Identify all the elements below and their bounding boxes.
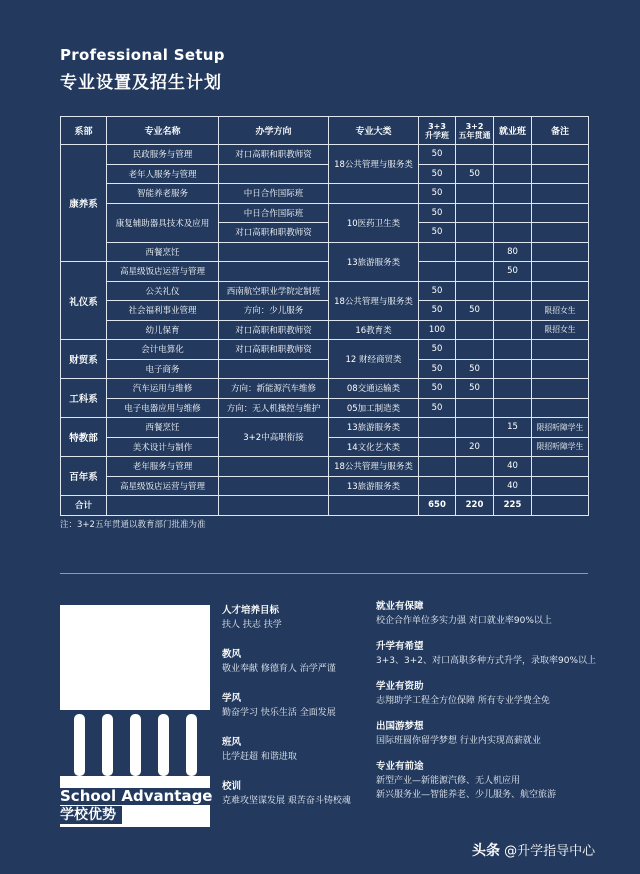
major-cell: 公关礼仪	[107, 281, 219, 301]
major-cell: 老年服务与管理	[107, 457, 219, 477]
c33-cell: 50	[419, 301, 456, 321]
dept-cell: 礼仪系	[61, 262, 107, 340]
direction-cell: 对口高职和职教师资	[219, 223, 329, 243]
category-cell: 13旅游服务类	[329, 476, 419, 496]
direction-cell	[219, 262, 329, 282]
category-cell: 18公共管理与服务类	[329, 145, 419, 184]
c32-cell	[456, 242, 494, 262]
c32-cell: 50	[456, 379, 494, 399]
employ-cell: 50	[494, 262, 532, 282]
direction-cell: 西南航空职业学院定制班	[219, 281, 329, 301]
c33-cell	[419, 437, 456, 457]
advantage-item	[376, 760, 596, 800]
table-row	[61, 164, 589, 184]
employ-cell	[494, 203, 532, 223]
note-cell	[532, 457, 589, 477]
page-title-en: Professional Setup	[60, 46, 225, 64]
note-cell	[532, 164, 589, 184]
c32-cell: 50	[456, 359, 494, 379]
direction-cell	[219, 164, 329, 184]
item-title: 升学有希望	[376, 641, 424, 652]
major-cell: 美术设计与制作	[107, 437, 219, 457]
table-row	[61, 203, 589, 223]
employ-cell	[494, 223, 532, 243]
category-cell: 12 财经商贸类	[329, 340, 419, 379]
item-body: 克难攻坚谋发展 艰苦奋斗铸校魂	[222, 796, 351, 806]
table-row	[61, 184, 589, 204]
employ-cell	[494, 340, 532, 360]
employ-cell	[494, 184, 532, 204]
table-row	[61, 242, 589, 262]
header-category: 专业大类	[329, 117, 419, 145]
table-row	[61, 340, 589, 360]
note-cell	[532, 184, 589, 204]
major-cell: 汽车运用与维修	[107, 379, 219, 399]
employ-cell	[494, 164, 532, 184]
c33-cell: 50	[419, 203, 456, 223]
note-cell: 限招听障学生	[532, 437, 589, 457]
item-body: 勤奋学习 快乐生活 全面发展	[222, 708, 336, 718]
note-cell	[532, 476, 589, 496]
category-cell: 16教育类	[329, 320, 419, 340]
direction-cell: 3+2中高职衔接	[219, 418, 329, 457]
major-cell: 电子商务	[107, 359, 219, 379]
note-cell	[532, 203, 589, 223]
employ-cell	[494, 437, 532, 457]
note-cell	[532, 359, 589, 379]
direction-cell: 中日合作国际班	[219, 184, 329, 204]
c33-cell: 50	[419, 359, 456, 379]
pillars-icon	[60, 710, 210, 776]
item-title: 专业有前途	[376, 761, 424, 772]
total-label: 合计	[61, 496, 107, 516]
c33-cell: 50	[419, 379, 456, 399]
header-note: 备注	[532, 117, 589, 145]
direction-cell	[219, 457, 329, 477]
category-cell: 10医药卫生类	[329, 203, 419, 242]
major-cell: 幼儿保育	[107, 320, 219, 340]
direction-cell: 方向：无人机操控与维护	[219, 398, 329, 418]
category-cell: 14文化艺术类	[329, 437, 419, 457]
total-employ: 225	[494, 496, 532, 516]
advantage-column-left	[222, 604, 351, 824]
table-row	[61, 301, 589, 321]
table-row	[61, 281, 589, 301]
major-cell: 民政服务与管理	[107, 145, 219, 165]
item-body: 新兴服务业—智能养老、少儿服务、航空旅游	[376, 790, 557, 800]
employ-cell: 40	[494, 457, 532, 477]
category-cell: 18公共管理与服务类	[329, 281, 419, 320]
table-row	[61, 418, 589, 438]
item-body: 新型产业—新能源汽修、无人机应用	[376, 776, 521, 786]
table-row	[61, 398, 589, 418]
item-title: 班风	[222, 737, 242, 748]
item-body: 志翔助学工程全方位保障 所有专业学费全免	[376, 696, 550, 706]
note-cell	[532, 398, 589, 418]
c33-cell: 50	[419, 223, 456, 243]
c33-cell: 50	[419, 145, 456, 165]
table-header-row	[61, 117, 589, 145]
c32-cell	[456, 320, 494, 340]
item-title: 出国游梦想	[376, 721, 424, 732]
watermark-handle: @升学指导中心	[504, 844, 596, 859]
c32-cell	[456, 398, 494, 418]
dept-cell: 特教部	[61, 418, 107, 457]
table-footnote: 注：3+2五年贯通以教育部门批准为准	[60, 520, 206, 530]
category-cell	[329, 496, 419, 516]
note-cell	[532, 145, 589, 165]
advantage-item	[376, 600, 596, 640]
c32-cell	[456, 203, 494, 223]
header-employment: 就业班	[494, 117, 532, 145]
advantage-item	[222, 604, 351, 648]
c32-cell: 50	[456, 164, 494, 184]
c33-cell: 50	[419, 184, 456, 204]
page-title-cn: 专业设置及招生计划	[60, 73, 222, 93]
major-cell	[107, 496, 219, 516]
item-title: 人才培养目标	[222, 605, 280, 616]
dept-cell: 财贸系	[61, 340, 107, 379]
c33-cell: 50	[419, 281, 456, 301]
major-cell: 高星级饭店运营与管理	[107, 476, 219, 496]
table-row	[61, 457, 589, 477]
employ-cell	[494, 301, 532, 321]
note-cell	[532, 262, 589, 282]
item-title: 教风	[222, 649, 242, 660]
major-cell: 高星级饭店运营与管理	[107, 262, 219, 282]
header-major: 专业名称	[107, 117, 219, 145]
c32-cell	[456, 145, 494, 165]
advantage-item	[376, 720, 596, 760]
c32-cell: 20	[456, 437, 494, 457]
direction-cell: 方向：新能源汽车维修	[219, 379, 329, 399]
category-cell: 08交通运输类	[329, 379, 419, 399]
c33-cell	[419, 262, 456, 282]
advantage-item	[222, 692, 351, 736]
dept-cell: 工科系	[61, 379, 107, 418]
advantage-item	[222, 648, 351, 692]
category-cell: 13旅游服务类	[329, 418, 419, 438]
header-3plus3: 3+3 升学班	[419, 117, 456, 145]
dept-cell: 康养系	[61, 145, 107, 262]
total-c33: 650	[419, 496, 456, 516]
employ-cell	[494, 145, 532, 165]
c33-cell: 50	[419, 398, 456, 418]
employ-cell: 80	[494, 242, 532, 262]
advantage-title-cn: 学校优势	[60, 806, 122, 824]
category-cell: 05加工制造类	[329, 398, 419, 418]
employ-cell	[494, 398, 532, 418]
item-body: 3+3、3+2、对口高职多种方式升学，录取率90%以上	[376, 656, 596, 666]
c33-cell	[419, 476, 456, 496]
item-title: 学风	[222, 693, 242, 704]
table-row	[61, 379, 589, 399]
category-cell: 13旅游服务类	[329, 242, 419, 281]
major-cell: 西餐烹饪	[107, 418, 219, 438]
advantage-item	[376, 680, 596, 720]
direction-cell	[219, 476, 329, 496]
note-cell	[532, 340, 589, 360]
direction-cell	[219, 496, 329, 516]
direction-cell: 对口高职和职教师资	[219, 340, 329, 360]
advantage-column-right	[376, 600, 596, 800]
item-title: 校训	[222, 781, 242, 792]
c32-cell	[456, 418, 494, 438]
major-cell: 老年人服务与管理	[107, 164, 219, 184]
major-cell: 社会福利事业管理	[107, 301, 219, 321]
direction-cell: 方向：少儿服务	[219, 301, 329, 321]
c33-cell: 100	[419, 320, 456, 340]
item-body: 校企合作单位多实力强 对口就业率90%以上	[376, 616, 552, 626]
major-cell: 康复辅助器具技术及应用	[107, 203, 219, 242]
watermark-brand: 头条	[472, 843, 500, 859]
note-cell: 限招女生	[532, 320, 589, 340]
c32-cell	[456, 223, 494, 243]
c33-cell	[419, 457, 456, 477]
c32-cell	[456, 184, 494, 204]
direction-cell: 对口高职和职教师资	[219, 145, 329, 165]
major-cell: 西餐烹饪	[107, 242, 219, 262]
item-body: 扶人 扶志 扶学	[222, 620, 282, 630]
header-dept: 系部	[61, 117, 107, 145]
advantage-item	[222, 780, 351, 824]
item-body: 敬业奉献 修德育人 治学严谨	[222, 664, 336, 674]
item-body: 国际班圆你留学梦想 行业内实现高薪就业	[376, 736, 541, 746]
employ-cell	[494, 359, 532, 379]
header-3plus2: 3+2 五年贯通	[456, 117, 494, 145]
c32-cell	[456, 457, 494, 477]
major-cell: 会计电算化	[107, 340, 219, 360]
category-cell: 18公共管理与服务类	[329, 457, 419, 477]
c33-cell	[419, 242, 456, 262]
c32-cell	[456, 476, 494, 496]
employ-cell: 15	[494, 418, 532, 438]
c32-cell	[456, 281, 494, 301]
note-cell	[532, 379, 589, 399]
item-title: 就业有保障	[376, 601, 424, 612]
advantage-item	[222, 736, 351, 780]
major-cell: 智能养老服务	[107, 184, 219, 204]
table-row	[61, 476, 589, 496]
advantage-item	[376, 640, 596, 680]
table-row	[61, 145, 589, 165]
enrollment-plan-table	[60, 116, 589, 516]
category-cell	[329, 184, 419, 204]
dept-cell: 百年系	[61, 457, 107, 496]
note-cell	[532, 242, 589, 262]
employ-cell	[494, 320, 532, 340]
direction-cell: 中日合作国际班	[219, 203, 329, 223]
note-cell	[532, 496, 589, 516]
table-row	[61, 320, 589, 340]
employ-cell: 40	[494, 476, 532, 496]
header-direction: 办学方向	[219, 117, 329, 145]
note-cell: 限招听障学生	[532, 418, 589, 438]
table-row	[61, 359, 589, 379]
c33-cell: 50	[419, 340, 456, 360]
direction-cell	[219, 359, 329, 379]
c32-cell: 50	[456, 301, 494, 321]
direction-cell: 对口高职和职教师资	[219, 320, 329, 340]
total-c32: 220	[456, 496, 494, 516]
employ-cell	[494, 281, 532, 301]
note-cell	[532, 223, 589, 243]
c32-cell	[456, 340, 494, 360]
source-watermark	[472, 840, 595, 860]
c33-cell: 50	[419, 164, 456, 184]
total-row	[61, 496, 589, 516]
note-cell	[532, 281, 589, 301]
advantage-title-en: School Advantage	[60, 788, 218, 805]
c32-cell	[456, 262, 494, 282]
direction-cell	[219, 242, 329, 262]
table-row	[61, 262, 589, 282]
major-cell: 电子电器应用与维修	[107, 398, 219, 418]
item-body: 比学赶超 和谐进取	[222, 752, 297, 762]
item-title: 学业有资助	[376, 681, 424, 692]
section-divider	[60, 573, 588, 574]
note-cell: 限招女生	[532, 301, 589, 321]
c33-cell	[419, 418, 456, 438]
employ-cell	[494, 379, 532, 399]
